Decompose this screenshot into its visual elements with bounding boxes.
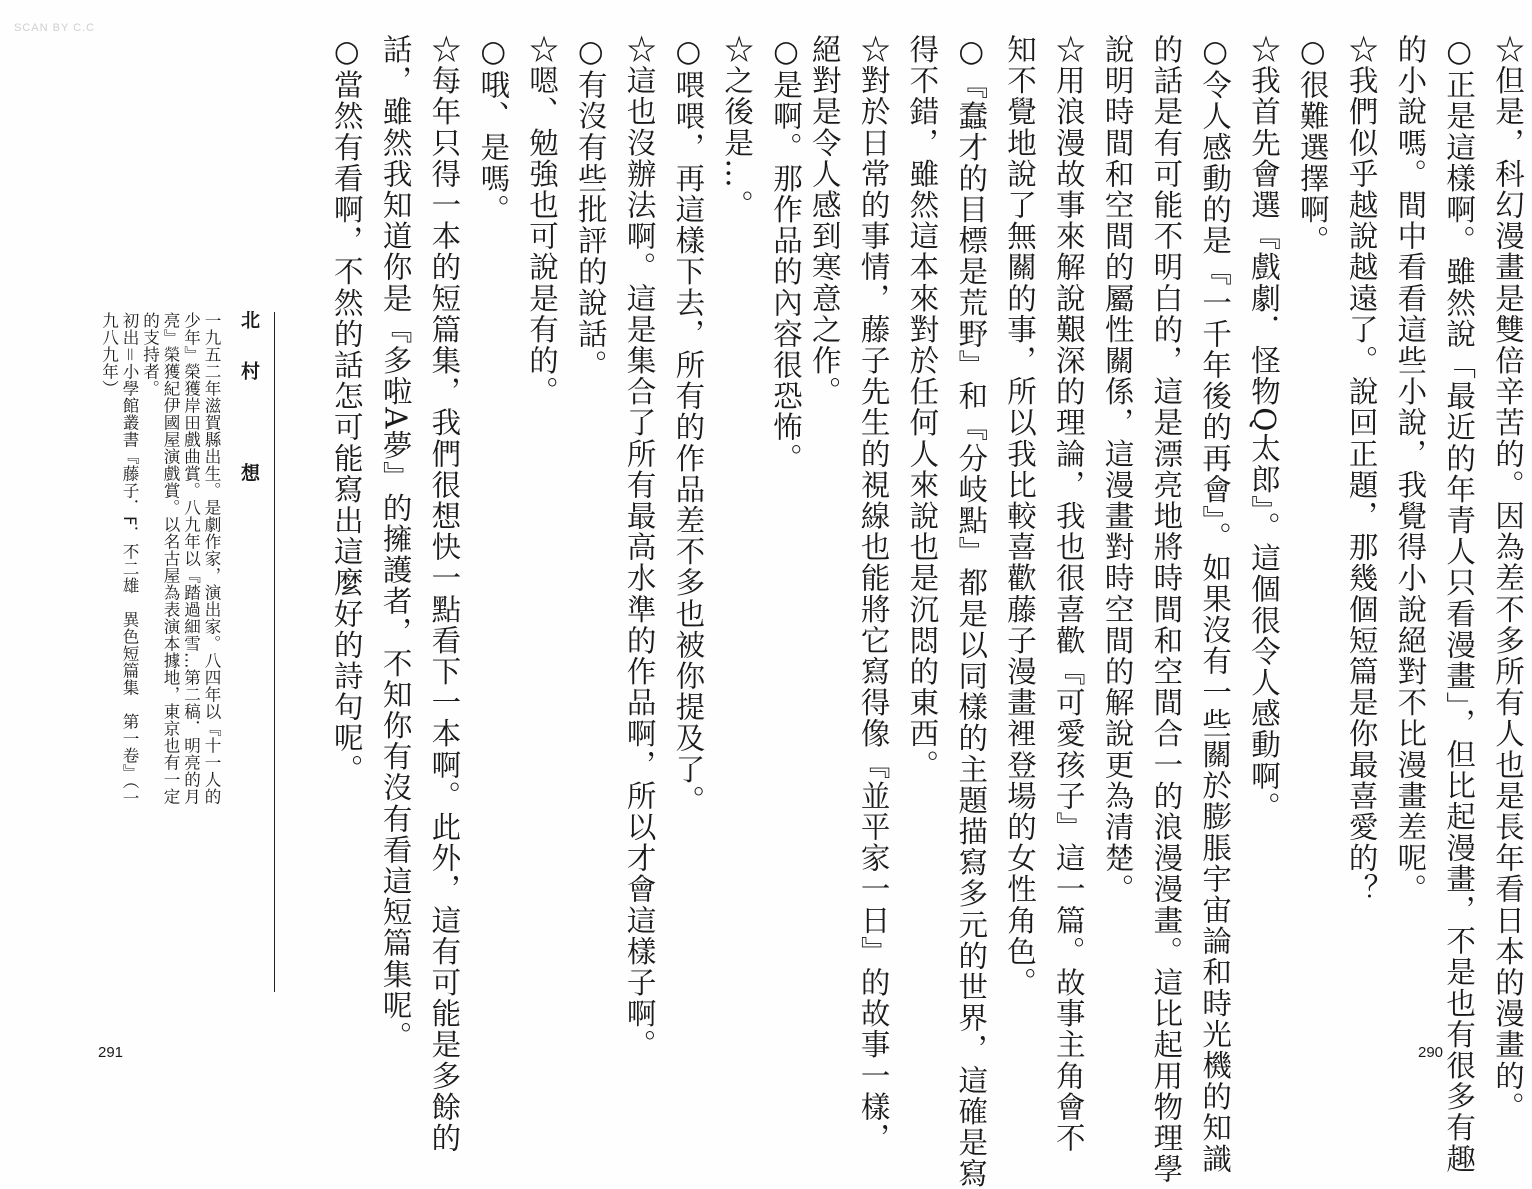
scan-watermark: SCAN BY C.C bbox=[14, 22, 96, 34]
text-line: ○正是這樣啊。雖然說「最近的年青人只看漫畫」，但比起漫畫，不是也有很多有趣 bbox=[1442, 34, 1477, 1175]
text-line: 知不覺地說了無關的事，所以我比較喜歡藤子漫畫裡登場的女性角色。 bbox=[1002, 34, 1037, 999]
text-line: 絕對是令人感到寒意之作。 bbox=[807, 34, 842, 408]
bio-line: 少年』榮獲岸田戲曲賞。八九年以『踏過細雪…第二稿．明亮的月 bbox=[181, 312, 201, 805]
author-divider bbox=[274, 312, 275, 992]
text-line: ○有沒有些批評的說話。 bbox=[573, 34, 608, 381]
bio-line: 九八九年） bbox=[99, 312, 119, 397]
text-line: ☆但是，科幻漫畫是雙倍辛苦的。因為差不多所有人也是長年看日本的漫畫的。 bbox=[1490, 34, 1525, 1123]
author-bio bbox=[98, 312, 221, 807]
text-line: ☆用浪漫故事來解說艱深的理論，我也很喜歡『可愛孩子』這一篇。故事主角會不 bbox=[1051, 34, 1086, 1154]
bio-line: 初出＝小學館叢書『藤子．F．不二雄 異色短篇集 第一卷』（一 bbox=[120, 312, 139, 807]
page-number-left: 291 bbox=[98, 1044, 124, 1061]
text-line: ☆對於日常的事情，藤子先生的視線也能將它寫得像『並平家一日』的故事一樣， bbox=[856, 34, 891, 1154]
text-line: 得不錯，雖然這本來對於任何人來說也是沉悶的東西。 bbox=[905, 34, 940, 781]
text-line: ○『蠢才的目標是荒野』和『分岐點』都是以同樣的主題描寫多元的世界，這確是寫 bbox=[954, 34, 989, 1189]
text-line: ○令人感動的是『一千年後的再會』。如果沒有一些關於膨脹宇宙論和時光機的知識 bbox=[1198, 34, 1233, 1175]
left-page-text bbox=[322, 34, 810, 1154]
page-number-right: 290 bbox=[1418, 1044, 1444, 1061]
bio-line: 亮』榮獲紀伊國屋演戲賞。以名古屋為表演本據地，東京也有一定 bbox=[161, 312, 180, 805]
bio-line: 的支持者。 bbox=[140, 312, 160, 397]
text-line: 的話是有可能不明白的，這是漂亮地將時間和空間合一的浪漫漫畫。這比起用物理學 bbox=[1149, 34, 1184, 1185]
text-line: 話，雖然我知道你是『多啦A夢』的擁護者，不知你有沒有看這短篇集呢。 bbox=[378, 34, 413, 1053]
text-line: ○當然有看啊，不然的話怎可能寫出這麼好的詩句呢。 bbox=[329, 34, 364, 785]
text-line: ☆我首先會選『戲劇．怪物Q太郎』。這個很令人感動啊。 bbox=[1246, 34, 1281, 823]
right-page-text bbox=[800, 34, 1532, 1189]
text-line: ☆這也沒辦法啊。這是集合了所有最高水準的作品啊，所以才會這樣子啊。 bbox=[622, 34, 657, 1061]
author-name: 北村 想 bbox=[238, 310, 260, 514]
text-line: ○喂喂，再這樣下去，所有的作品差不多也被你提及了。 bbox=[671, 34, 706, 816]
text-line: 的小說嗎。間中看看這些小說，我覺得小說絕對不比漫畫差呢。 bbox=[1393, 34, 1428, 905]
bio-line: 一九五二年滋賀縣出生。是劇作家，演出家。八四年以『十一人的 bbox=[202, 312, 221, 805]
text-line: ☆嗯、勉強也可說是有的。 bbox=[524, 34, 559, 408]
text-line: ☆每年只得一本的短篇集，我們很想快一點看下一本啊。此外，這有可能是多餘的 bbox=[427, 34, 462, 1154]
text-line: ○是啊。那作品的內容很恐怖。 bbox=[768, 34, 803, 474]
text-line: ☆之後是…。 bbox=[720, 34, 755, 221]
text-line: ☆我們似乎越說越遠了。說回正題，那幾個短篇是你最喜愛的？ bbox=[1344, 34, 1379, 905]
text-line: 說明時間和空間的屬性關係，這漫畫對時空間的解說更為清楚。 bbox=[1100, 34, 1135, 905]
text-line: ○很難選擇啊。 bbox=[1295, 34, 1330, 257]
text-line: ○哦、是嗎。 bbox=[476, 34, 511, 226]
